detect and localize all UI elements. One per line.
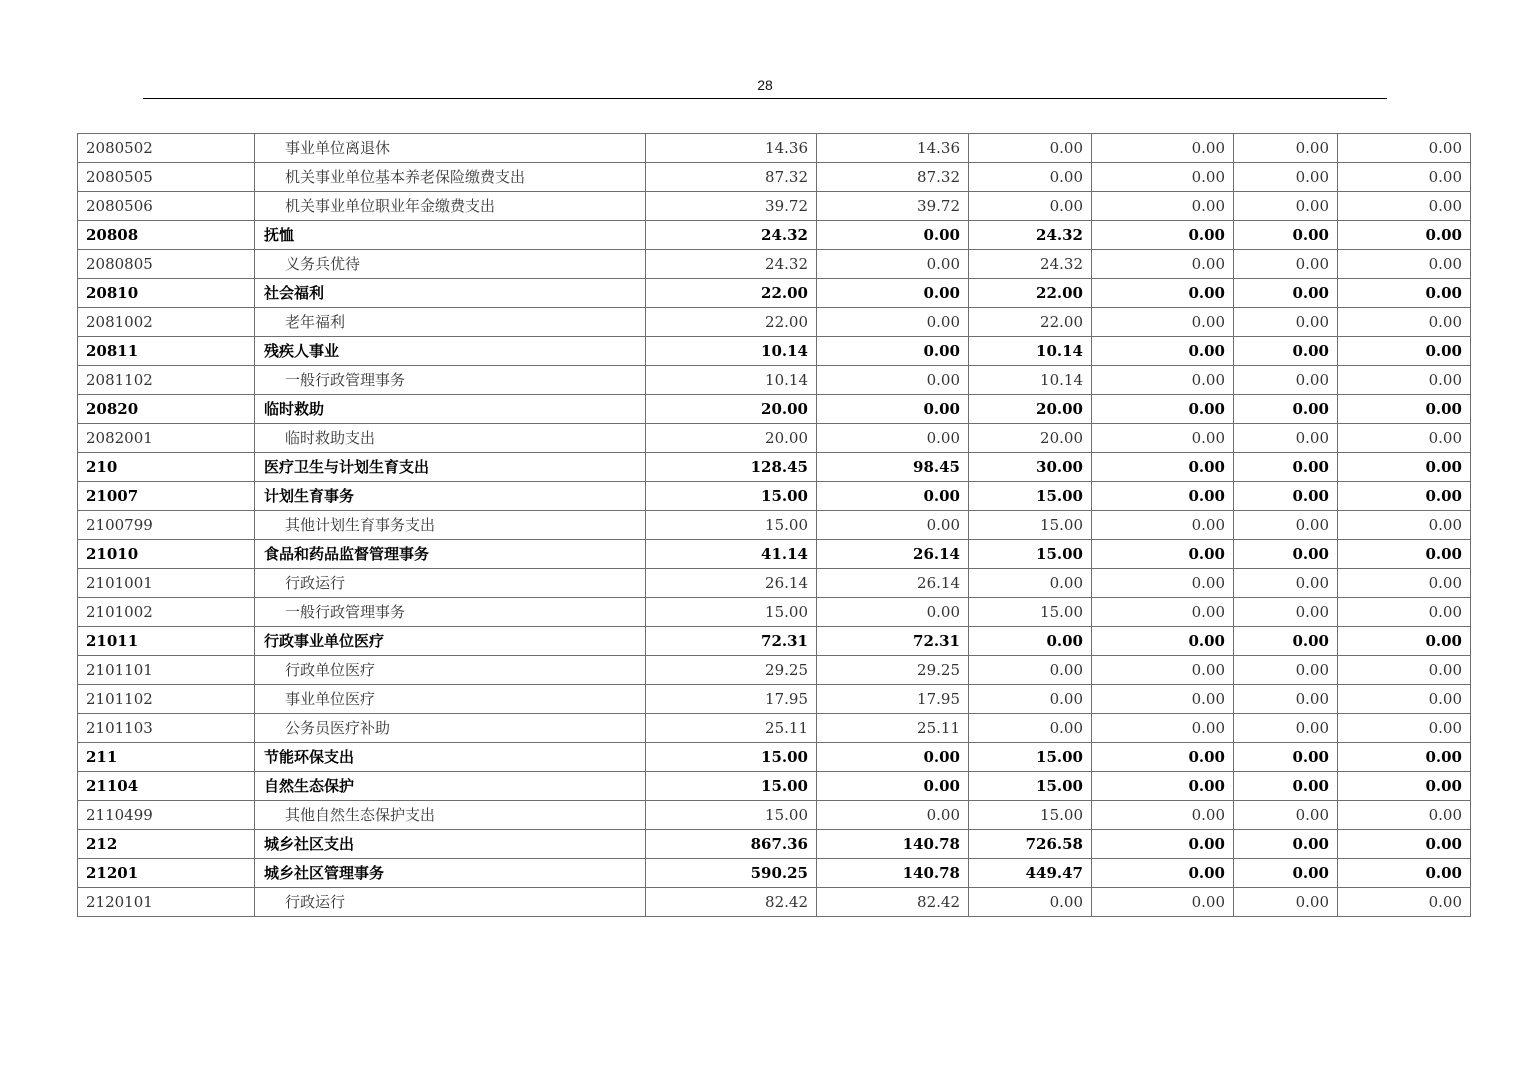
amount-cell-4: 0.00 — [1092, 134, 1234, 163]
basic-expenditure-cell: 0.00 — [817, 482, 969, 511]
project-expenditure-cell: 449.47 — [969, 859, 1092, 888]
account-name-cell: 机关事业单位基本养老保险缴费支出 — [255, 163, 646, 192]
amount-cell-4: 0.00 — [1092, 656, 1234, 685]
amount-cell-5: 0.00 — [1234, 250, 1338, 279]
total-amount-cell: 82.42 — [646, 888, 817, 917]
amount-cell-4: 0.00 — [1092, 598, 1234, 627]
table-row — [78, 598, 1471, 627]
basic-expenditure-cell: 98.45 — [817, 453, 969, 482]
table-row — [78, 743, 1471, 772]
basic-expenditure-cell: 0.00 — [817, 366, 969, 395]
amount-cell-6: 0.00 — [1338, 743, 1471, 772]
project-expenditure-cell: 20.00 — [969, 395, 1092, 424]
account-name-cell: 其他自然生态保护支出 — [255, 801, 646, 830]
total-amount-cell: 41.14 — [646, 540, 817, 569]
account-name-cell: 食品和药品监督管理事务 — [255, 540, 646, 569]
account-code-cell: 2080506 — [78, 192, 255, 221]
header-rule — [143, 98, 1387, 99]
account-name-cell: 抚恤 — [255, 221, 646, 250]
account-code-cell: 2101001 — [78, 569, 255, 598]
project-expenditure-cell: 0.00 — [969, 714, 1092, 743]
amount-cell-5: 0.00 — [1234, 772, 1338, 801]
table-row — [78, 511, 1471, 540]
amount-cell-5: 0.00 — [1234, 424, 1338, 453]
account-code-cell: 2120101 — [78, 888, 255, 917]
account-name-cell: 残疾人事业 — [255, 337, 646, 366]
account-code-cell: 212 — [78, 830, 255, 859]
table-row — [78, 656, 1471, 685]
table-row — [78, 859, 1471, 888]
table-row — [78, 308, 1471, 337]
basic-expenditure-cell: 0.00 — [817, 511, 969, 540]
account-code-cell: 21010 — [78, 540, 255, 569]
account-name-cell: 行政单位医疗 — [255, 656, 646, 685]
project-expenditure-cell: 0.00 — [969, 627, 1092, 656]
total-amount-cell: 26.14 — [646, 569, 817, 598]
basic-expenditure-cell: 17.95 — [817, 685, 969, 714]
amount-cell-5: 0.00 — [1234, 308, 1338, 337]
amount-cell-6: 0.00 — [1338, 801, 1471, 830]
amount-cell-6: 0.00 — [1338, 598, 1471, 627]
amount-cell-5: 0.00 — [1234, 830, 1338, 859]
amount-cell-6: 0.00 — [1338, 395, 1471, 424]
table-row — [78, 569, 1471, 598]
table-row — [78, 424, 1471, 453]
total-amount-cell: 10.14 — [646, 337, 817, 366]
amount-cell-6: 0.00 — [1338, 685, 1471, 714]
account-name-cell: 自然生态保护 — [255, 772, 646, 801]
total-amount-cell: 25.11 — [646, 714, 817, 743]
amount-cell-4: 0.00 — [1092, 279, 1234, 308]
budget-table — [77, 133, 1471, 917]
project-expenditure-cell: 15.00 — [969, 598, 1092, 627]
account-code-cell: 2080805 — [78, 250, 255, 279]
account-name-cell: 行政事业单位医疗 — [255, 627, 646, 656]
amount-cell-4: 0.00 — [1092, 250, 1234, 279]
basic-expenditure-cell: 0.00 — [817, 772, 969, 801]
basic-expenditure-cell: 0.00 — [817, 801, 969, 830]
amount-cell-4: 0.00 — [1092, 366, 1234, 395]
total-amount-cell: 590.25 — [646, 859, 817, 888]
project-expenditure-cell: 15.00 — [969, 540, 1092, 569]
project-expenditure-cell: 15.00 — [969, 511, 1092, 540]
account-code-cell: 20808 — [78, 221, 255, 250]
total-amount-cell: 87.32 — [646, 163, 817, 192]
project-expenditure-cell: 24.32 — [969, 250, 1092, 279]
amount-cell-6: 0.00 — [1338, 337, 1471, 366]
project-expenditure-cell: 15.00 — [969, 772, 1092, 801]
table-row — [78, 772, 1471, 801]
project-expenditure-cell: 0.00 — [969, 569, 1092, 598]
account-code-cell: 21007 — [78, 482, 255, 511]
account-name-cell: 一般行政管理事务 — [255, 366, 646, 395]
account-code-cell: 2101103 — [78, 714, 255, 743]
basic-expenditure-cell: 25.11 — [817, 714, 969, 743]
table-row — [78, 366, 1471, 395]
account-name-cell: 事业单位医疗 — [255, 685, 646, 714]
account-name-cell: 医疗卫生与计划生育支出 — [255, 453, 646, 482]
amount-cell-5: 0.00 — [1234, 859, 1338, 888]
amount-cell-4: 0.00 — [1092, 685, 1234, 714]
amount-cell-4: 0.00 — [1092, 743, 1234, 772]
project-expenditure-cell: 10.14 — [969, 337, 1092, 366]
amount-cell-4: 0.00 — [1092, 714, 1234, 743]
amount-cell-4: 0.00 — [1092, 337, 1234, 366]
total-amount-cell: 22.00 — [646, 279, 817, 308]
amount-cell-6: 0.00 — [1338, 453, 1471, 482]
account-name-cell: 临时救助 — [255, 395, 646, 424]
total-amount-cell: 15.00 — [646, 772, 817, 801]
amount-cell-6: 0.00 — [1338, 134, 1471, 163]
amount-cell-6: 0.00 — [1338, 424, 1471, 453]
project-expenditure-cell: 15.00 — [969, 482, 1092, 511]
table-row — [78, 627, 1471, 656]
amount-cell-5: 0.00 — [1234, 801, 1338, 830]
project-expenditure-cell: 0.00 — [969, 656, 1092, 685]
account-code-cell: 21201 — [78, 859, 255, 888]
basic-expenditure-cell: 140.78 — [817, 830, 969, 859]
table-row — [78, 337, 1471, 366]
budget-table-body — [78, 134, 1471, 917]
basic-expenditure-cell: 14.36 — [817, 134, 969, 163]
basic-expenditure-cell: 0.00 — [817, 395, 969, 424]
amount-cell-5: 0.00 — [1234, 337, 1338, 366]
amount-cell-4: 0.00 — [1092, 540, 1234, 569]
project-expenditure-cell: 726.58 — [969, 830, 1092, 859]
basic-expenditure-cell: 26.14 — [817, 569, 969, 598]
basic-expenditure-cell: 82.42 — [817, 888, 969, 917]
amount-cell-5: 0.00 — [1234, 540, 1338, 569]
amount-cell-5: 0.00 — [1234, 598, 1338, 627]
project-expenditure-cell: 15.00 — [969, 743, 1092, 772]
amount-cell-6: 0.00 — [1338, 221, 1471, 250]
basic-expenditure-cell: 72.31 — [817, 627, 969, 656]
amount-cell-6: 0.00 — [1338, 511, 1471, 540]
account-code-cell: 21011 — [78, 627, 255, 656]
amount-cell-4: 0.00 — [1092, 308, 1234, 337]
amount-cell-5: 0.00 — [1234, 192, 1338, 221]
amount-cell-6: 0.00 — [1338, 859, 1471, 888]
project-expenditure-cell: 24.32 — [969, 221, 1092, 250]
total-amount-cell: 10.14 — [646, 366, 817, 395]
basic-expenditure-cell: 39.72 — [817, 192, 969, 221]
amount-cell-6: 0.00 — [1338, 192, 1471, 221]
table-row — [78, 395, 1471, 424]
basic-expenditure-cell: 140.78 — [817, 859, 969, 888]
project-expenditure-cell: 30.00 — [969, 453, 1092, 482]
account-name-cell: 行政运行 — [255, 888, 646, 917]
account-name-cell: 城乡社区管理事务 — [255, 859, 646, 888]
account-code-cell: 210 — [78, 453, 255, 482]
account-code-cell: 21104 — [78, 772, 255, 801]
amount-cell-4: 0.00 — [1092, 830, 1234, 859]
account-code-cell: 2082001 — [78, 424, 255, 453]
amount-cell-5: 0.00 — [1234, 163, 1338, 192]
account-code-cell: 2100799 — [78, 511, 255, 540]
account-code-cell: 2101102 — [78, 685, 255, 714]
table-row — [78, 192, 1471, 221]
table-row — [78, 250, 1471, 279]
total-amount-cell: 39.72 — [646, 192, 817, 221]
amount-cell-6: 0.00 — [1338, 830, 1471, 859]
account-name-cell: 行政运行 — [255, 569, 646, 598]
amount-cell-4: 0.00 — [1092, 801, 1234, 830]
project-expenditure-cell: 0.00 — [969, 888, 1092, 917]
amount-cell-5: 0.00 — [1234, 453, 1338, 482]
amount-cell-4: 0.00 — [1092, 888, 1234, 917]
amount-cell-4: 0.00 — [1092, 511, 1234, 540]
amount-cell-6: 0.00 — [1338, 366, 1471, 395]
project-expenditure-cell: 0.00 — [969, 163, 1092, 192]
amount-cell-6: 0.00 — [1338, 250, 1471, 279]
account-code-cell: 20811 — [78, 337, 255, 366]
project-expenditure-cell: 0.00 — [969, 685, 1092, 714]
amount-cell-6: 0.00 — [1338, 888, 1471, 917]
amount-cell-5: 0.00 — [1234, 221, 1338, 250]
project-expenditure-cell: 10.14 — [969, 366, 1092, 395]
account-name-cell: 计划生育事务 — [255, 482, 646, 511]
total-amount-cell: 15.00 — [646, 598, 817, 627]
account-name-cell: 临时救助支出 — [255, 424, 646, 453]
amount-cell-5: 0.00 — [1234, 366, 1338, 395]
account-name-cell: 一般行政管理事务 — [255, 598, 646, 627]
amount-cell-6: 0.00 — [1338, 627, 1471, 656]
total-amount-cell: 17.95 — [646, 685, 817, 714]
amount-cell-4: 0.00 — [1092, 482, 1234, 511]
amount-cell-4: 0.00 — [1092, 859, 1234, 888]
total-amount-cell: 15.00 — [646, 743, 817, 772]
account-name-cell: 城乡社区支出 — [255, 830, 646, 859]
table-row — [78, 801, 1471, 830]
amount-cell-5: 0.00 — [1234, 134, 1338, 163]
table-row — [78, 685, 1471, 714]
account-code-cell: 2081102 — [78, 366, 255, 395]
account-name-cell: 事业单位离退休 — [255, 134, 646, 163]
account-name-cell: 老年福利 — [255, 308, 646, 337]
basic-expenditure-cell: 0.00 — [817, 743, 969, 772]
total-amount-cell: 15.00 — [646, 482, 817, 511]
amount-cell-4: 0.00 — [1092, 221, 1234, 250]
amount-cell-6: 0.00 — [1338, 714, 1471, 743]
project-expenditure-cell: 0.00 — [969, 192, 1092, 221]
amount-cell-4: 0.00 — [1092, 627, 1234, 656]
amount-cell-6: 0.00 — [1338, 569, 1471, 598]
total-amount-cell: 72.31 — [646, 627, 817, 656]
total-amount-cell: 20.00 — [646, 424, 817, 453]
total-amount-cell: 24.32 — [646, 221, 817, 250]
amount-cell-5: 0.00 — [1234, 714, 1338, 743]
account-name-cell: 其他计划生育事务支出 — [255, 511, 646, 540]
total-amount-cell: 867.36 — [646, 830, 817, 859]
amount-cell-4: 0.00 — [1092, 569, 1234, 598]
amount-cell-4: 0.00 — [1092, 424, 1234, 453]
total-amount-cell: 24.32 — [646, 250, 817, 279]
account-code-cell: 2080502 — [78, 134, 255, 163]
amount-cell-5: 0.00 — [1234, 888, 1338, 917]
amount-cell-6: 0.00 — [1338, 279, 1471, 308]
account-name-cell: 公务员医疗补助 — [255, 714, 646, 743]
project-expenditure-cell: 0.00 — [969, 134, 1092, 163]
total-amount-cell: 22.00 — [646, 308, 817, 337]
table-row — [78, 163, 1471, 192]
basic-expenditure-cell: 87.32 — [817, 163, 969, 192]
account-name-cell: 义务兵优待 — [255, 250, 646, 279]
amount-cell-6: 0.00 — [1338, 482, 1471, 511]
amount-cell-5: 0.00 — [1234, 743, 1338, 772]
amount-cell-4: 0.00 — [1092, 453, 1234, 482]
account-name-cell: 节能环保支出 — [255, 743, 646, 772]
page-number: 28 — [757, 77, 773, 93]
project-expenditure-cell: 22.00 — [969, 308, 1092, 337]
amount-cell-5: 0.00 — [1234, 569, 1338, 598]
table-row — [78, 134, 1471, 163]
basic-expenditure-cell: 0.00 — [817, 308, 969, 337]
amount-cell-5: 0.00 — [1234, 627, 1338, 656]
total-amount-cell: 128.45 — [646, 453, 817, 482]
account-code-cell: 20820 — [78, 395, 255, 424]
project-expenditure-cell: 20.00 — [969, 424, 1092, 453]
amount-cell-6: 0.00 — [1338, 540, 1471, 569]
amount-cell-6: 0.00 — [1338, 163, 1471, 192]
table-row — [78, 279, 1471, 308]
basic-expenditure-cell: 0.00 — [817, 221, 969, 250]
amount-cell-6: 0.00 — [1338, 308, 1471, 337]
table-row — [78, 540, 1471, 569]
table-row — [78, 453, 1471, 482]
table-row — [78, 830, 1471, 859]
table-row — [78, 714, 1471, 743]
account-code-cell: 2110499 — [78, 801, 255, 830]
basic-expenditure-cell: 0.00 — [817, 598, 969, 627]
amount-cell-5: 0.00 — [1234, 656, 1338, 685]
account-name-cell: 社会福利 — [255, 279, 646, 308]
project-expenditure-cell: 22.00 — [969, 279, 1092, 308]
total-amount-cell: 15.00 — [646, 801, 817, 830]
account-code-cell: 211 — [78, 743, 255, 772]
amount-cell-5: 0.00 — [1234, 395, 1338, 424]
account-code-cell: 2101002 — [78, 598, 255, 627]
amount-cell-5: 0.00 — [1234, 279, 1338, 308]
account-code-cell: 2101101 — [78, 656, 255, 685]
amount-cell-6: 0.00 — [1338, 656, 1471, 685]
amount-cell-6: 0.00 — [1338, 772, 1471, 801]
project-expenditure-cell: 15.00 — [969, 801, 1092, 830]
basic-expenditure-cell: 0.00 — [817, 279, 969, 308]
basic-expenditure-cell: 0.00 — [817, 424, 969, 453]
account-code-cell: 2081002 — [78, 308, 255, 337]
amount-cell-4: 0.00 — [1092, 192, 1234, 221]
amount-cell-5: 0.00 — [1234, 511, 1338, 540]
basic-expenditure-cell: 0.00 — [817, 250, 969, 279]
amount-cell-5: 0.00 — [1234, 482, 1338, 511]
basic-expenditure-cell: 26.14 — [817, 540, 969, 569]
table-row — [78, 482, 1471, 511]
amount-cell-5: 0.00 — [1234, 685, 1338, 714]
amount-cell-4: 0.00 — [1092, 395, 1234, 424]
amount-cell-4: 0.00 — [1092, 163, 1234, 192]
table-row — [78, 221, 1471, 250]
total-amount-cell: 29.25 — [646, 656, 817, 685]
amount-cell-4: 0.00 — [1092, 772, 1234, 801]
basic-expenditure-cell: 0.00 — [817, 337, 969, 366]
total-amount-cell: 15.00 — [646, 511, 817, 540]
total-amount-cell: 14.36 — [646, 134, 817, 163]
account-code-cell: 2080505 — [78, 163, 255, 192]
basic-expenditure-cell: 29.25 — [817, 656, 969, 685]
account-code-cell: 20810 — [78, 279, 255, 308]
table-row — [78, 888, 1471, 917]
account-name-cell: 机关事业单位职业年金缴费支出 — [255, 192, 646, 221]
total-amount-cell: 20.00 — [646, 395, 817, 424]
